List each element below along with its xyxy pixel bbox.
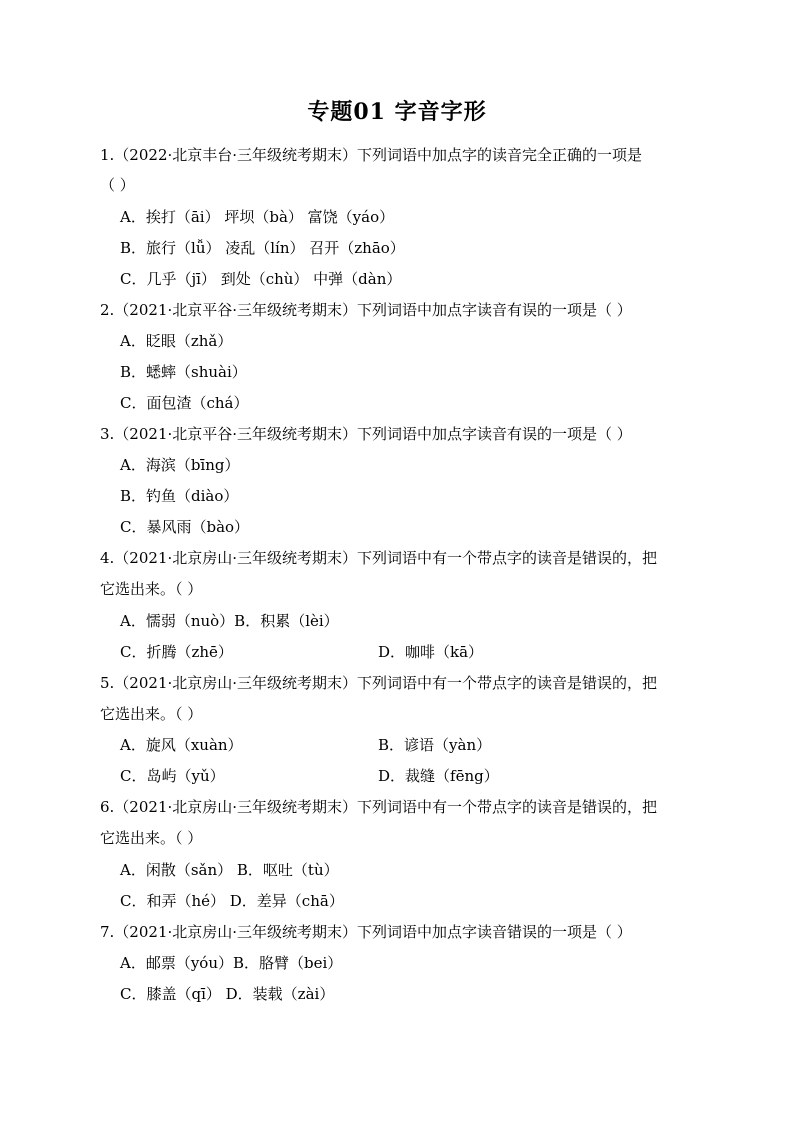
question-1-stem: 1.（2022·北京丰台·三年级统考期末）下列词语中加点字的读音完全正确的一项是: [100, 146, 643, 164]
question-2-stem: 2.（2021·北京平谷·三年级统考期末）下列词语中加点字读音有误的一项是（ ）: [100, 301, 632, 319]
question-3-option-b: B．钓鱼（diào）: [120, 487, 239, 505]
question-2-option-c: C．面包渣（chá）: [120, 394, 249, 412]
question-5-option-d: D．裁缝（fēng）: [378, 767, 499, 785]
question-1-stem-cont: （ ）: [100, 176, 135, 194]
question-1-option-a: A．挨打（āi） 坪坝（bà） 富饶（yáo）: [120, 208, 395, 226]
question-5-option-a: A．旋风（xuàn）: [120, 736, 243, 754]
question-5-option-b: B．谚语（yàn）: [378, 736, 492, 754]
question-1-option-c: C．几乎（jī） 到处（chù） 中弹（dàn）: [120, 270, 402, 288]
question-4-stem: 4.（2021·北京房山·三年级统考期末）下列词语中有一个带点字的读音是错误的，把: [100, 549, 658, 567]
question-4-option-d: D．咖啡（kā）: [378, 643, 484, 661]
question-7-stem: 7.（2021·北京房山·三年级统考期末）下列词语中加点字读音错误的一项是（ ）: [100, 923, 632, 941]
question-6-stem: 6.（2021·北京房山·三年级统考期末）下列词语中有一个带点字的读音是错误的，把: [100, 798, 658, 816]
question-5-stem: 5.（2021·北京房山·三年级统考期末）下列词语中有一个带点字的读音是错误的，把: [100, 674, 658, 692]
question-7-option-cd: C．膝盖（qī） D．装载（zài）: [120, 985, 335, 1003]
question-6-stem-cont: 它选出来。（ ）: [100, 829, 203, 847]
question-4-stem-cont: 它选出来。（ ）: [100, 580, 203, 598]
page-title: 专题01 字音字形: [307, 99, 487, 125]
question-2-option-a: A．眨眼（zhǎ）: [120, 332, 233, 350]
question-6-option-ab: A．闲散（sǎn） B．呕吐（tù）: [120, 861, 339, 879]
question-4-option-ab: A．懦弱（nuò）B．积累（lèi）: [120, 612, 339, 630]
question-3-option-a: A．海滨（bīng）: [120, 456, 240, 474]
question-5-option-c: C．岛屿（yǔ）: [120, 767, 225, 785]
question-4-option-c: C．折腾（zhē）: [120, 643, 233, 661]
question-5-stem-cont: 它选出来。（ ）: [100, 705, 203, 723]
question-1-option-b: B．旅行（lǚ） 凌乱（lín） 召开（zhāo）: [120, 239, 405, 257]
question-2-option-b: B．蟋蟀（shuài）: [120, 363, 247, 381]
question-7-option-ab: A．邮票（yóu）B．胳臂（bei）: [120, 954, 343, 972]
question-3-option-c: C．暴风雨（bào）: [120, 518, 250, 536]
question-6-option-cd: C．和弄（hé） D．差异（chā）: [120, 892, 344, 910]
question-3-stem: 3.（2021·北京平谷·三年级统考期末）下列词语中加点字读音有误的一项是（ ）: [100, 425, 632, 443]
